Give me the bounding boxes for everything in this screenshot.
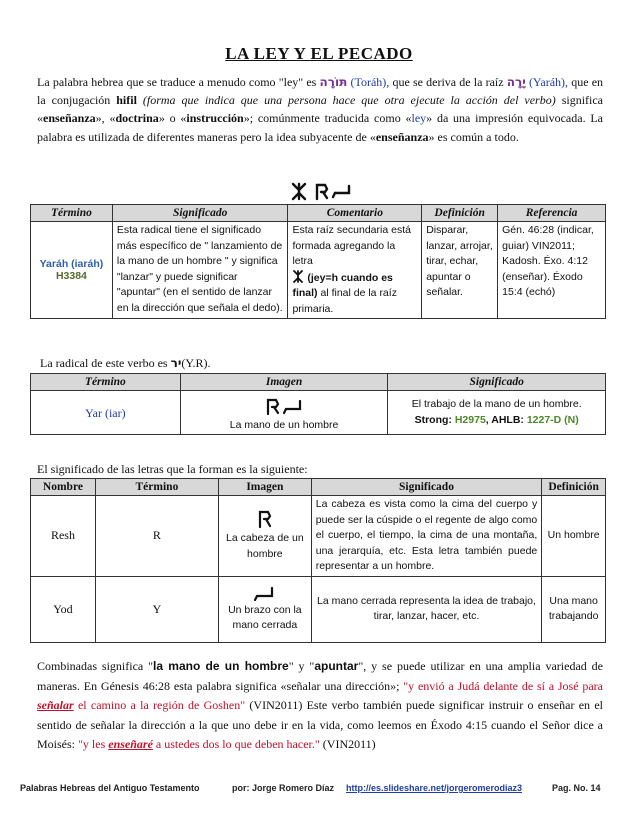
- letters-table: [30, 478, 606, 643]
- hebrew-yarah: יָרָה: [506, 75, 526, 89]
- intro-text: significa «: [37, 93, 604, 126]
- radical-table: [30, 373, 606, 435]
- hifil-definition: (forma que indica que una persona hace que otra ejecute la acción del verbo): [142, 93, 556, 108]
- page-title: LA LEY Y EL PECADO: [225, 44, 413, 63]
- verse-emphasis: enseñaré: [108, 737, 153, 751]
- term-table: [30, 204, 606, 319]
- paleo-yod-icon: [333, 186, 349, 197]
- referencia-cell: Gén. 46:28 (indicar, guiar) VIN2011; Kadosh. Éxo. 4:12 (enseñar). Éxodo 15:4 (echó): [498, 222, 606, 319]
- imagen-caption: Un brazo con la mano cerrada: [228, 603, 302, 631]
- col-header: Término: [95, 479, 218, 496]
- letter-name: Resh: [31, 496, 96, 577]
- col-header: Definición: [542, 479, 606, 496]
- letters-intro: El significado de las letras que la forman es la siguiente:: [37, 462, 308, 476]
- imagen-caption: La mano de un hombre: [229, 418, 339, 431]
- verse-quote: "y envió a Judá delante de sí a José para: [403, 678, 604, 693]
- word-instruccion: instrucción: [186, 111, 244, 126]
- letter-term: Y: [95, 576, 218, 642]
- yarah-transliteration: (Yaráh),: [528, 75, 569, 89]
- hebrew-yr: יר: [170, 356, 182, 370]
- closing-text: ", y se puede utilizar en una amplia variedad de maneras. En Génesis 46:28 esta palabra significa «señalar una dirección»;: [37, 659, 604, 693]
- term-cell: [31, 222, 113, 319]
- col-header: Término: [31, 374, 181, 391]
- footer-author: por: Jorge Romero Díaz: [232, 783, 335, 793]
- significado-cell: La cabeza es vista como la cima del cuerpo y puede ser la cúspide o el regente de algo como el cuerpo, el tiempo, la cima de una montaña, una jerarquía, etc. Esta letra también puede representar a un hombre.: [311, 496, 542, 577]
- word-ley: ley: [411, 111, 427, 126]
- significado-cell: Esta radical tiene el significado más específico de " lanzamiento de la mano de un hombre " y significa "lanzar" y puede significar "apuntar" (en el sentido de lanzar en la dirección que señala el dedo).: [112, 222, 288, 319]
- intro-text: »; comúnmente traducida como «: [243, 111, 412, 126]
- significado-text: El trabajo de la mano de un hombre.: [411, 398, 582, 410]
- table-row: [31, 222, 606, 319]
- strong-number: H2975: [454, 413, 486, 426]
- intro-text: », «: [95, 111, 116, 126]
- comentario-bold: (jey=h cuando es final): [292, 271, 393, 299]
- col-header: Significado: [388, 374, 606, 391]
- col-header: Nombre: [31, 479, 96, 496]
- intro-text: que en la conjugación: [37, 75, 604, 108]
- closing-text: (VIN2011): [319, 737, 376, 751]
- radical-abbr: (Y.R).: [181, 356, 211, 370]
- closing-bold: apuntar: [314, 659, 359, 673]
- ahlb-label: , AHLB:: [485, 413, 524, 426]
- col-header: Imagen: [180, 374, 388, 391]
- intro-text: » da una impresión equivocada. La palabra es utilizada de diferentes maneras pero la idea subyacente de «: [37, 111, 604, 144]
- verse-quote: "y les: [78, 737, 109, 751]
- word-ensenanza: enseñanza: [375, 129, 429, 144]
- paleo-he-icon: [293, 184, 305, 199]
- paleo-yod-icon: [254, 585, 276, 601]
- paleo-resh-icon: [256, 509, 274, 529]
- col-header: Comentario: [288, 205, 422, 222]
- closing-text: " y ": [288, 659, 315, 673]
- definicion-cell: Un hombre: [542, 496, 606, 577]
- comentario-text: Esta raíz secundaria está formada agregando la letra: [292, 224, 411, 267]
- col-header: Término: [31, 205, 113, 222]
- col-header: Referencia: [498, 205, 606, 222]
- paleo-yarah-word-icon: [283, 181, 359, 201]
- imagen-caption: La cabeza de un hombre: [226, 532, 304, 560]
- page-number: Pag. No. 14: [552, 783, 601, 793]
- significado-cell: La mano cerrada representa la idea de trabajo, tirar, lanzar, hacer, etc.: [311, 576, 542, 642]
- term-name: Yaráh (iaráh): [39, 258, 104, 270]
- paleo-yr-icon: [262, 396, 306, 416]
- col-header: Significado: [112, 205, 288, 222]
- col-header: Definición: [422, 205, 498, 222]
- strong-number: H3384: [55, 270, 87, 282]
- radical-line: [40, 356, 211, 371]
- table-row: [31, 496, 606, 577]
- comentario-text: al final de la raíz primaria.: [292, 287, 397, 315]
- letter-term: R: [95, 496, 218, 577]
- comentario-cell: [288, 222, 422, 319]
- hifil-term: hifil: [116, 93, 137, 108]
- imagen-cell: [180, 391, 388, 435]
- intro-text: » o «: [158, 111, 187, 126]
- imagen-cell: [218, 576, 311, 642]
- definicion-cell: Una mano trabajando: [542, 576, 606, 642]
- significado-cell: [388, 391, 606, 435]
- col-header: Imagen: [218, 479, 311, 496]
- torah-transliteration: (Toráh),: [350, 75, 390, 89]
- paleo-he-icon: [292, 270, 304, 283]
- closing-paragraph: [37, 657, 603, 755]
- table-row: [31, 576, 606, 642]
- closing-bold: la mano de un hombre: [153, 659, 289, 673]
- closing-text: Combinadas significa ": [37, 659, 154, 673]
- word-ensenanza: enseñanza: [43, 111, 96, 126]
- footer-book: Palabras Hebreas del Antiguo Testamento: [20, 783, 200, 793]
- verse-quote: a ustedes dos lo que deben hacer.": [152, 737, 320, 751]
- intro-paragraph: [37, 73, 603, 146]
- definicion-cell: Disparar, lanzar, arrojar, tirar, echar, apuntar o señalar.: [422, 222, 498, 319]
- table-row: [31, 391, 606, 435]
- page-footer: [20, 783, 620, 797]
- term-name: Yar (iar): [85, 405, 126, 420]
- radical-text: La radical de este verbo es: [40, 356, 168, 370]
- intro-text: que se deriva de la raíz: [392, 75, 504, 89]
- verse-quote: el camino a la región de Goshen": [73, 698, 246, 712]
- strong-label: Strong:: [414, 413, 452, 426]
- closing-text: (VIN2011) Este verbo también puede significar instruir o enseñar en el sentido de señalar la dirección a la que uno debe ir en la vida, como leemos en Éxodo 4:15 cuando el Señor dice a Moisés:: [37, 698, 603, 751]
- term-cell: [31, 391, 181, 435]
- verse-emphasis: señalar: [37, 698, 74, 712]
- letter-name: Yod: [31, 576, 96, 642]
- footer-link[interactable]: http://es.slideshare.net/jorgeromerodiaz3: [346, 783, 523, 793]
- paleo-resh-icon: [317, 185, 327, 199]
- col-header: Significado: [311, 479, 542, 496]
- hebrew-torah: תּוֹרָה: [319, 75, 348, 89]
- ahlb-number: 1227-D (N): [526, 413, 579, 426]
- intro-text: La palabra hebrea que se traduce a menudo como "ley" es: [37, 75, 317, 89]
- imagen-cell: [218, 496, 311, 577]
- word-doctrina: doctrina: [115, 111, 159, 126]
- intro-text: » es común a todo.: [428, 129, 519, 144]
